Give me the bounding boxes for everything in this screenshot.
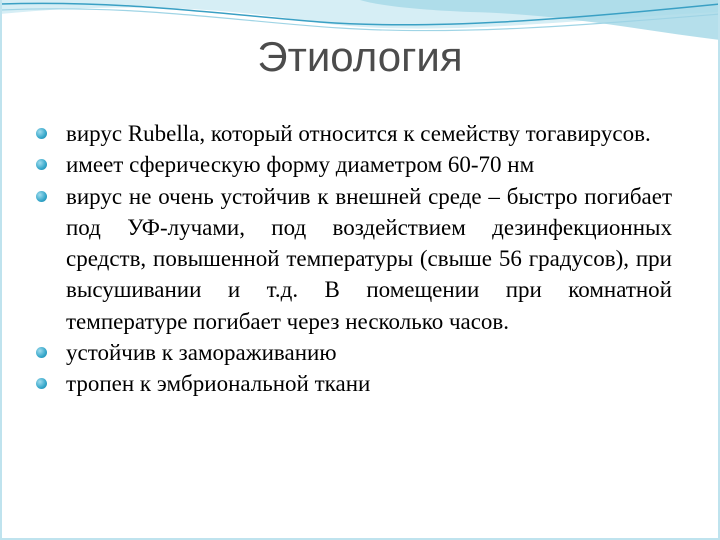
bullet-item-shape [30,149,672,180]
bullet-list [30,118,672,400]
bullet-item-tropism [30,368,672,399]
bullet-dot-icon [36,378,47,389]
bullet-dot-icon [36,347,47,358]
bullet-dot-icon [36,159,47,170]
bullet-item-virus [30,118,672,149]
bullet-text: устойчив к замораживанию [66,340,337,366]
bullet-dot-icon [36,191,47,202]
bullet-text: вирус не очень устойчив к внешней среде – быстро погибает под УФ-лучами, под воздействием дезинфекционных средств, повышенной температуры (свыше 56 градусов), при высушивании и т.д. В помещении при комнатной температуре погибает через несколько часов. [66,183,672,334]
bullet-text: вирус Rubella, который относится к семейству тогавирусов. [66,121,651,146]
slide-title: Этиология [257,33,463,80]
bullet-item-freezing [30,337,672,368]
bullet-text: имеет сферическую форму диаметром 60-70 нм [66,152,535,178]
bullet-item-stability [30,181,672,337]
bullet-text: тропен к эмбриональной ткани [66,371,371,397]
bullet-dot-icon [36,128,47,139]
